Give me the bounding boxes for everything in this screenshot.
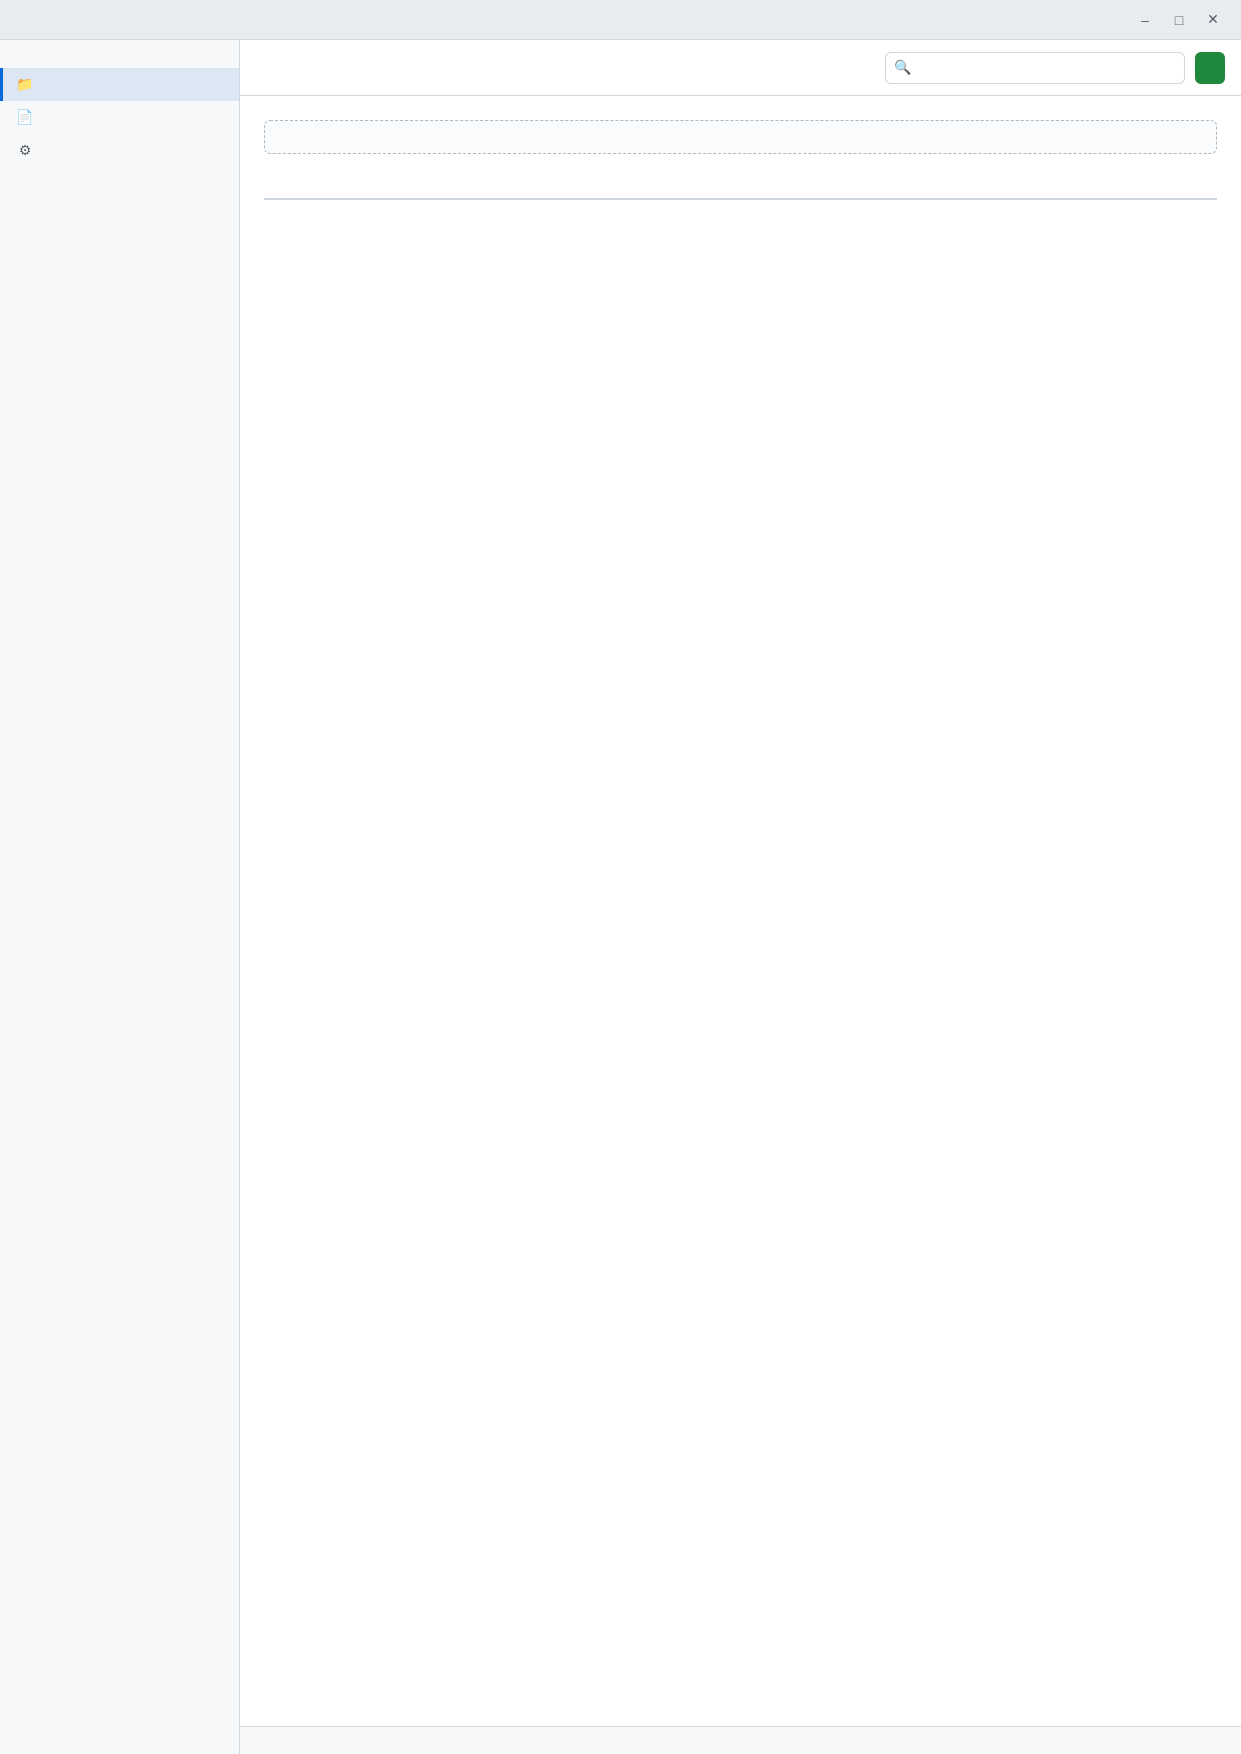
window-body (0, 40, 1241, 1754)
toolbar (240, 40, 1241, 96)
status-bar (240, 1726, 1241, 1754)
sidebar-item-0[interactable] (0, 68, 239, 101)
search-box[interactable] (885, 52, 1185, 84)
column-header[interactable] (582, 178, 900, 199)
sidebar-heading (0, 52, 239, 68)
notice (264, 120, 1217, 154)
column-header[interactable] (264, 178, 582, 199)
data-table (264, 178, 1217, 200)
sidebar (0, 40, 240, 1754)
column-header[interactable] (899, 178, 1217, 199)
main-pane (240, 40, 1241, 1754)
sidebar-item-2[interactable] (0, 134, 239, 167)
search-input[interactable] (917, 60, 1176, 75)
table-header-row (264, 178, 1217, 199)
close-icon[interactable]: ✕ (1207, 11, 1219, 27)
sidebar-item-1[interactable] (0, 101, 239, 134)
file-icon: 📄 (16, 109, 34, 125)
folder-icon: 📁 (16, 76, 34, 92)
search-icon: 🔍 (894, 59, 912, 75)
minimize-icon[interactable]: – (1141, 11, 1149, 28)
gear-icon: ⚙ (18, 142, 32, 158)
title-bar (0, 0, 1241, 40)
primary-action-button[interactable] (1195, 52, 1225, 84)
maximize-icon[interactable]: □ (1174, 11, 1184, 28)
spacer (240, 200, 1241, 1726)
